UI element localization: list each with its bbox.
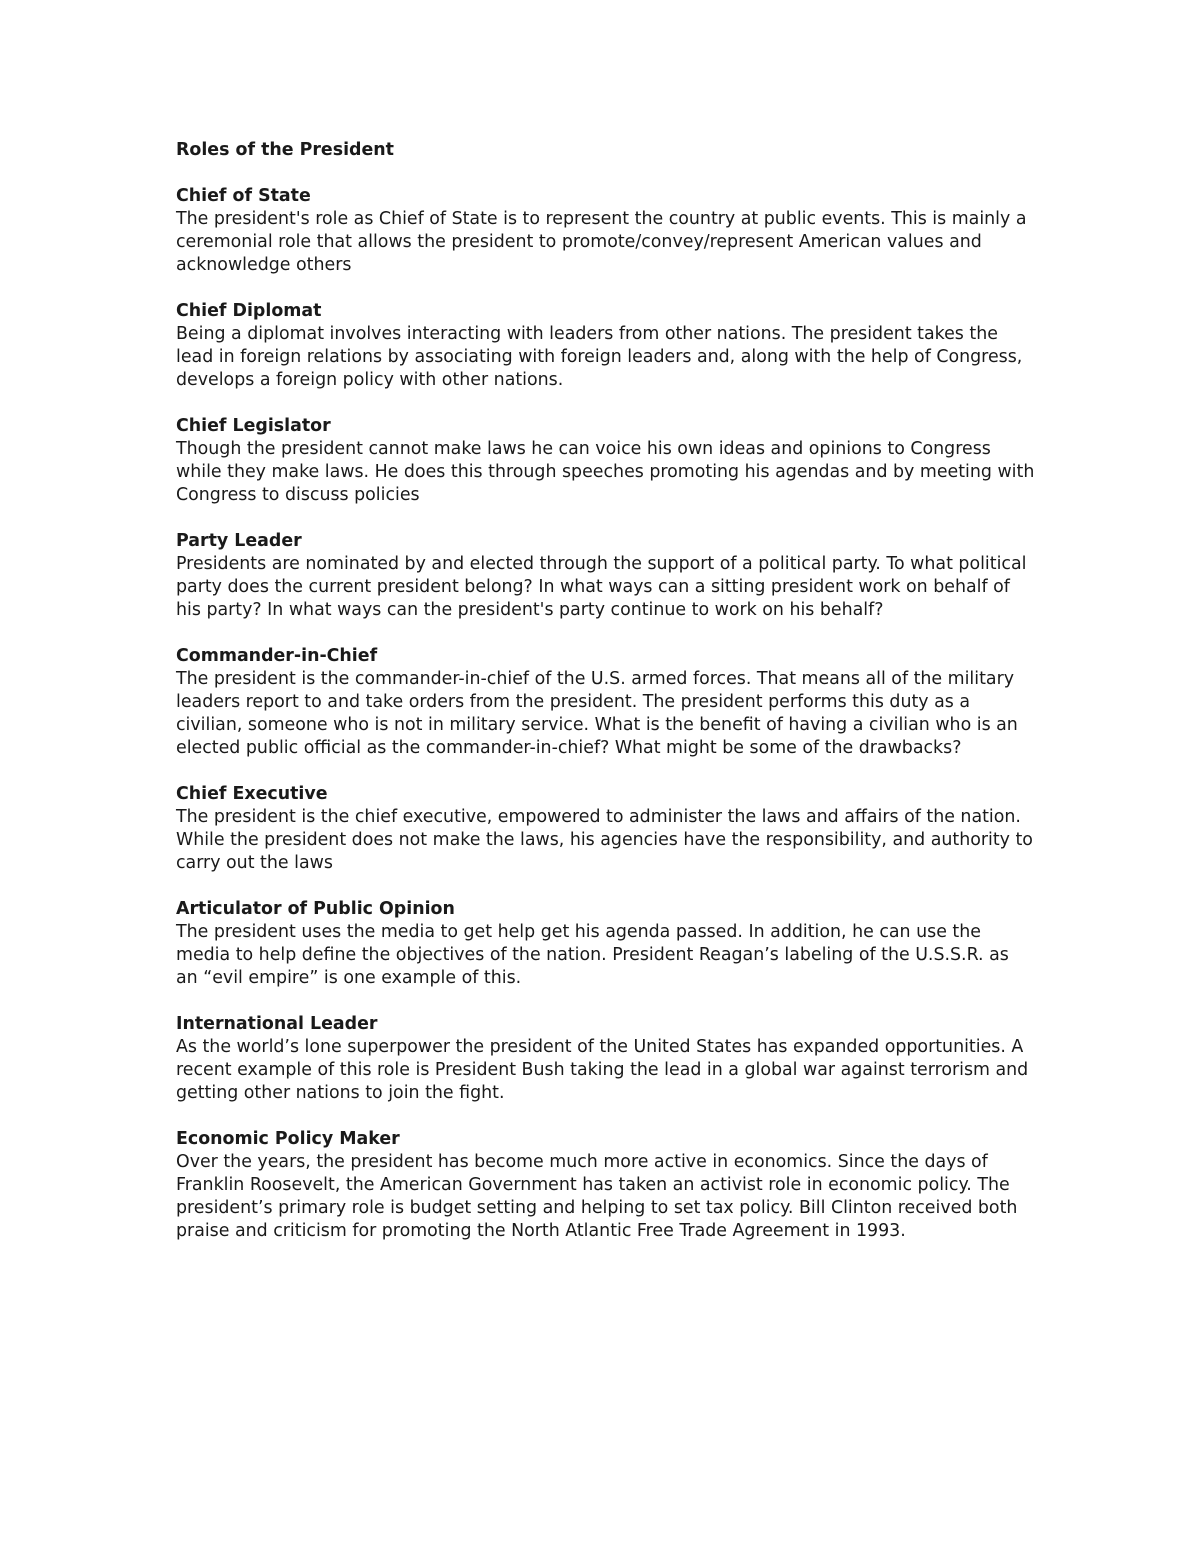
document-title: Roles of the President [176,140,394,160]
section-party-leader [176,530,1036,622]
section-economic-policy-maker [176,1128,1036,1243]
section-body: Presidents are nominated by and elected through the support of a political party. To what political party does the current president belong? In what ways can a sitting president work on behalf of his party? In what ways can the president's party continue to work on his behalf? [176,554,1027,620]
section-heading: Chief of State [176,186,311,206]
section-chief-of-state [176,185,1036,277]
section-heading: Economic Policy Maker [176,1129,400,1149]
section-body: Being a diplomat involves interacting with leaders from other nations. The president takes the lead in foreign relations by associating with foreign leaders and, along with the help of Congress, develops a foreign policy with other nations. [176,324,1023,390]
section-heading: Commander-in-Chief [176,646,378,666]
section-body: The president uses the media to get help get his agenda passed. In addition, he can use the media to help define the objectives of the nation. President Reagan’s labeling of the U.S.S.R. as an “evil empire” is one example of this. [176,922,1009,988]
section-articulator-of-public-opinion [176,898,1036,990]
document-page [176,139,1036,1266]
section-chief-executive [176,783,1036,875]
section-body: The president's role as Chief of State is to represent the country at public events. This is mainly a ceremonial role that allows the president to promote/convey/represent American values and acknowledge others [176,209,1027,275]
section-heading: Chief Executive [176,784,328,804]
section-body: The president is the chief executive, empowered to administer the laws and affairs of the nation. While the president does not make the laws, his agencies have the responsibility, and authority to carry out the laws [176,807,1033,873]
section-commander-in-chief [176,645,1036,760]
section-heading: International Leader [176,1014,378,1034]
section-chief-diplomat [176,300,1036,392]
section-chief-legislator [176,415,1036,507]
section-heading: Articulator of Public Opinion [176,899,455,919]
section-heading: Party Leader [176,531,302,551]
section-body: The president is the commander-in-chief of the U.S. armed forces. That means all of the military leaders report to and take orders from the president. The president performs this duty as a civilian, someone who is not in military service. What is the benefit of having a civilian who is an elected public official as the commander-in-chief? What might be some of the drawbacks? [176,669,1018,758]
section-heading: Chief Legislator [176,416,331,436]
section-heading: Chief Diplomat [176,301,322,321]
section-body: Though the president cannot make laws he can voice his own ideas and opinions to Congress while they make laws. He does this through speeches promoting his agendas and by meeting with Congress to discuss policies [176,439,1035,505]
section-international-leader [176,1013,1036,1105]
section-body: As the world’s lone superpower the president of the United States has expanded opportunities. A recent example of this role is President Bush taking the lead in a global war against terrorism and getting other nations to join the fight. [176,1037,1029,1103]
section-body: Over the years, the president has become much more active in economics. Since the days of Franklin Roosevelt, the American Government has taken an activist role in economic policy. The president’s primary role is budget setting and helping to set tax policy. Bill Clinton received both praise and criticism for promoting the North Atlantic Free Trade Agreement in 1993. [176,1152,1018,1241]
